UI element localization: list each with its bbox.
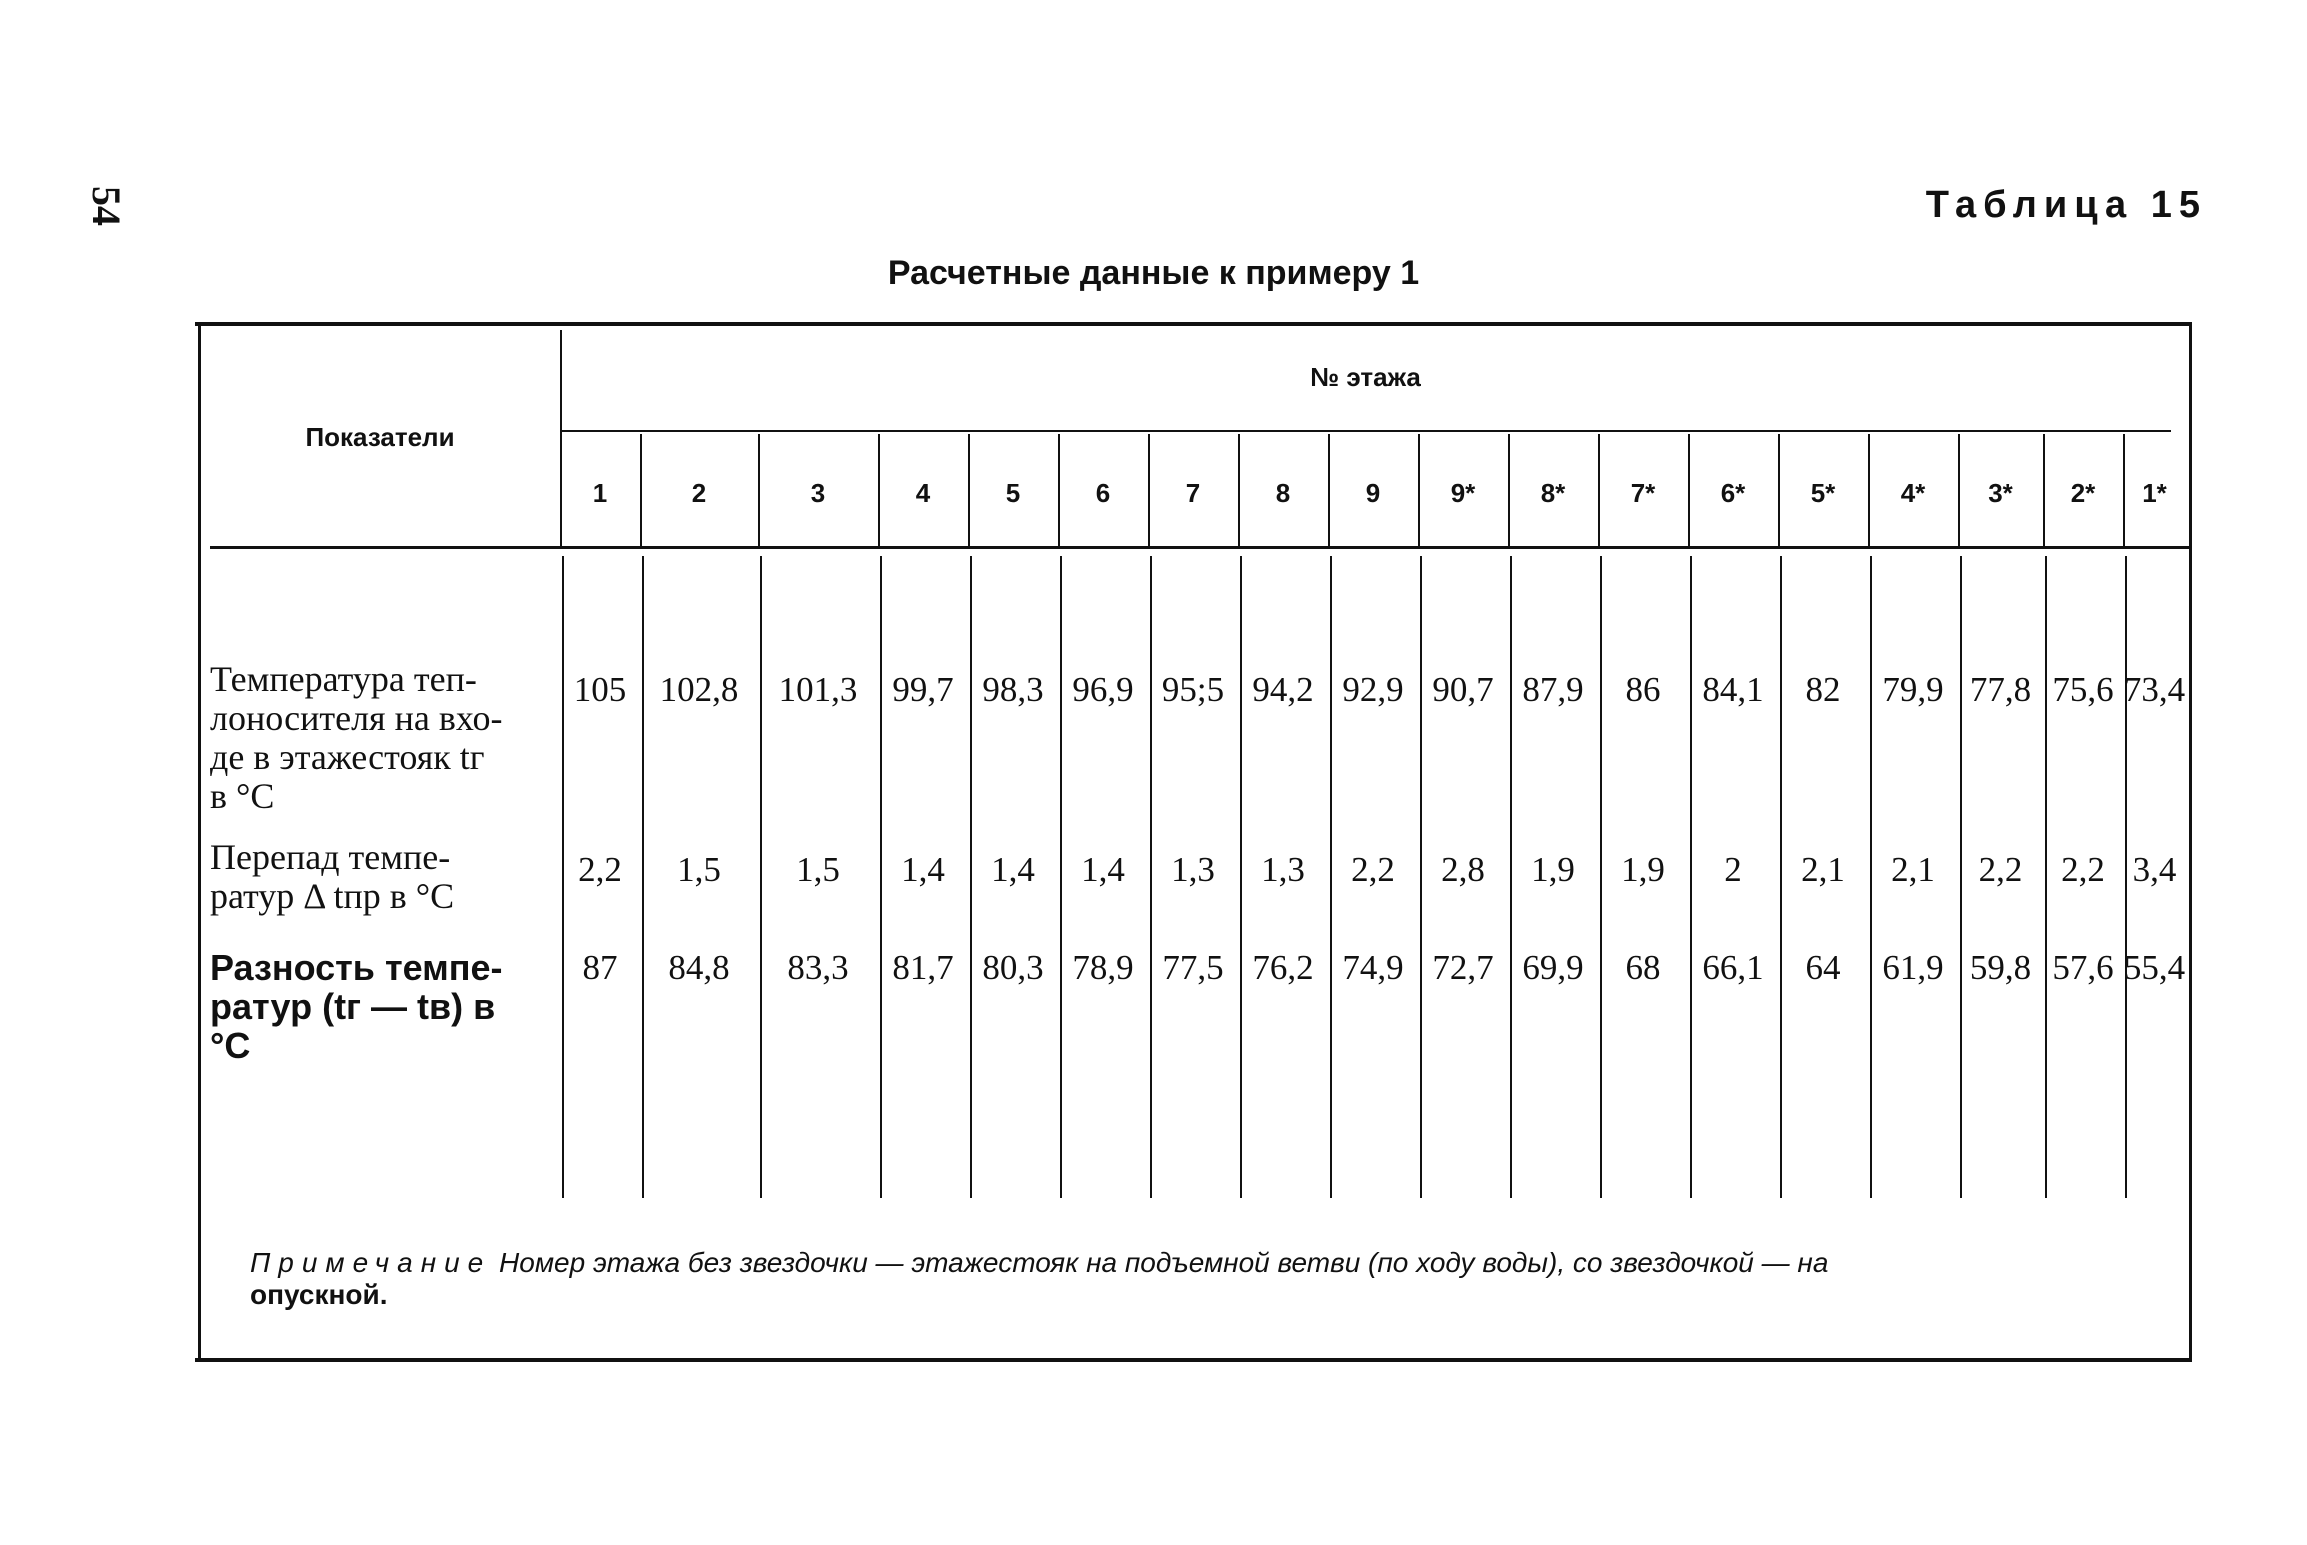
row-label-line: °С [210,1025,251,1066]
table-cell: 55,4 [2123,948,2186,987]
table-cell: 68 [1625,948,1661,987]
table-cell: 57,6 [2052,948,2114,987]
table-cell: 2,1 [1891,850,1935,889]
table-cell: 87,9 [1522,670,1584,709]
row-label-line: ратур Δ tпр в °С [210,876,455,916]
table-cell: 1,4 [901,850,945,889]
table-cell: 66,1 [1702,948,1764,987]
header-column-divider [560,330,562,546]
table-cell: 86 [1625,670,1661,709]
floor-number-cell: 6 [1095,478,1111,508]
table-cell: 1,4 [1081,850,1125,889]
floor-number-cell: 5* [1810,478,1836,508]
table-cell: 94,2 [1252,670,1314,709]
table-cell: 1,4 [991,850,1035,889]
row-label-line: Температура теп- [210,659,477,699]
table-cell: 72,7 [1432,948,1494,987]
table-cell: 1,9 [1621,850,1665,889]
note-lead: Примечание [250,1247,492,1278]
table-cell: 2 [1724,850,1742,889]
table-cell: 74,9 [1342,948,1404,987]
table-cell: 95;5 [1161,670,1225,709]
table-cell: 2,8 [1441,850,1485,889]
row-label-difference [210,838,556,916]
table-top-rule [195,322,2191,326]
table-cell: 83,3 [787,948,849,987]
table-cell: 2,1 [1801,850,1845,889]
row-label-line: Перепад темпе- [210,837,451,877]
row-label-temperature-gap [210,948,556,1065]
row-label-line: ратур (tг — tв) в [210,986,496,1027]
floor-number-cell: 5 [1005,478,1021,508]
floor-number-cell: 8* [1540,478,1566,508]
table-cell: 87 [582,948,618,987]
table-cell: 1,9 [1531,850,1575,889]
table-cell: 76,2 [1252,948,1314,987]
table-cell: 98,3 [982,670,1044,709]
table-cell: 75,6 [2052,670,2114,709]
table-note [250,1247,2170,1311]
table-cell: 1,5 [796,850,840,889]
table-cell: 77,8 [1969,670,2032,709]
floor-number-cell: 3 [810,478,826,508]
floor-number-cell: 7* [1630,478,1656,508]
row-label-line: Разность темпе- [210,947,503,988]
table-cell: 78,9 [1072,948,1134,987]
note-text: Номер этажа без звездочки — этажестояк на подъемной ветви (по ходу воды), со звездочкой — на [499,1247,1829,1278]
floor-number-cell: 7 [1185,478,1201,508]
floor-number-cell: 8 [1275,478,1291,508]
header-bottom-rule [210,546,2191,549]
floor-number-cell: 2* [2070,478,2096,508]
table-cell: 3,4 [2132,850,2177,889]
floor-number-cell: 1 [592,478,608,508]
floor-number-cell: 2 [691,478,707,508]
table-cell: 1,5 [677,850,721,889]
floor-header-rule [560,430,2171,432]
table-cell: 81,7 [892,948,954,987]
table-cell: 77,5 [1162,948,1224,987]
floor-number-cell: 9 [1365,478,1381,508]
floor-number-cell: 1* [2142,478,2167,508]
floor-number-cell: 6* [1720,478,1746,508]
indicators-header: Показатели [305,422,455,452]
floor-number-cell: 4* [1900,478,1926,508]
table-cell: 73,4 [2123,670,2186,709]
floor-number-cell: 3* [1988,478,2013,508]
note-tail: опускной. [250,1279,388,1310]
table-number: Таблица 15 [1925,184,2207,226]
row-label-line: лоносителя на вхо- [210,698,503,738]
table-cell: 90,7 [1432,670,1494,709]
page-number: 54 [84,186,129,226]
table-cell: 2,2 [1351,850,1395,889]
table-cell: 2,2 [578,850,622,889]
table-cell: 79,9 [1882,670,1944,709]
table-cell: 1,3 [1261,850,1305,889]
table-cell: 61,9 [1882,948,1944,987]
table-cell: 96,9 [1072,670,1134,709]
floor-number-header: № этажа [1310,362,1421,392]
table-cell: 80,3 [982,948,1044,987]
table-bottom-rule [195,1358,2191,1362]
table-cell: 84,8 [668,948,730,987]
floor-number-cell: 4 [915,478,931,508]
table-cell: 84,1 [1702,670,1764,709]
table-cell: 82 [1805,670,1841,709]
row-label-line: в °С [210,776,275,816]
table-cell: 102,8 [659,670,739,709]
row-label-temperature [210,660,556,816]
table-cell: 1,3 [1171,850,1215,889]
table-cell: 101,3 [778,670,858,709]
table-cell: 2,2 [2061,850,2105,889]
table-cell: 105 [573,670,627,709]
table-cell: 99,7 [892,670,954,709]
table-cell: 64 [1805,948,1841,987]
table-cell: 59,8 [1969,948,2032,987]
table-cell: 92,9 [1342,670,1404,709]
table-title: Расчетные данные к примеру 1 [887,254,1420,292]
table-cell: 69,9 [1522,948,1584,987]
row-label-line: де в этажестояк tг [210,737,485,777]
table-cell: 2,2 [1978,850,2023,889]
floor-number-cell: 9* [1450,478,1476,508]
